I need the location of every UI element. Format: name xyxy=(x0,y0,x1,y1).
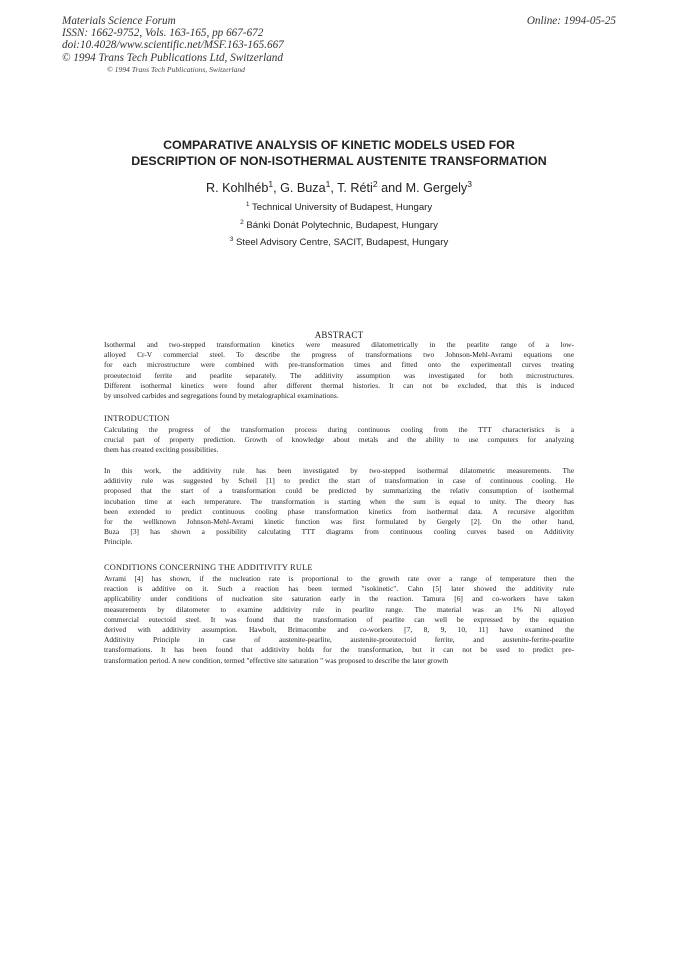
affiliation-mark: 1 xyxy=(245,200,250,208)
author-affil-mark: 1 xyxy=(268,178,274,189)
abstract-body xyxy=(104,340,574,401)
affiliation-mark: 2 xyxy=(240,218,244,226)
text-line: alloyed Cr-V commercial steel. To describe the progress of transformations two Johnson-Mehl-Avrami equations one xyxy=(104,350,574,360)
author-affil-mark: 3 xyxy=(467,178,472,189)
text-line: applicability under conditions of nucleation site saturation early in the reaction. Tamura [6] and co-workers have taken xyxy=(104,594,574,604)
author-separator: and xyxy=(377,181,406,195)
issn-line: ISSN: 1662-9752, Vols. 163-165, pp 667-672 xyxy=(62,27,264,40)
affiliation-mark: 3 xyxy=(229,235,234,243)
publisher-notice: © 1994 Trans Tech Publications, Switzerland xyxy=(107,65,245,74)
text-line: measurements by dilatometer to examine additivity rule in pearlite range. The material was an 1% Ni alloyed xyxy=(104,604,574,614)
journal-name: Materials Science Forum xyxy=(62,15,176,27)
text-line: In this work, the additivity rule has been investigated by two-stepped isothermal dilatometric measurements. The xyxy=(104,466,574,475)
text-line: commercial eutectoid steel. It was found that the transformation of pearlite can well be expressed by the equation xyxy=(104,614,574,624)
affiliation-3 xyxy=(60,237,618,248)
text-line: Different isothermal kinetics were found after different thermal histories. It can not be excluded, that this is induced xyxy=(104,380,574,390)
text-line: Avrami [4] has shown, if the nucleation rate is proportional to the growth rate over a range of temperature then the xyxy=(104,574,574,583)
text-line: Calculating the progress of the transformation process during continuous cooling from the TTT characteristics is a xyxy=(104,425,574,434)
author-affil-mark: 2 xyxy=(372,178,378,189)
author-list xyxy=(60,178,618,195)
author-name: G. Buza xyxy=(280,181,326,195)
author-name: T. Réti xyxy=(337,181,373,195)
text-line: for the wellknown Johnson-Mehl-Avrami kinetic function was first formulated by Gergely [2]. On the other hand, xyxy=(104,516,574,526)
text-line: Principle. xyxy=(104,537,133,547)
text-line: been extended to predict continuous cooling phase transformation kinetics from isothermal data. A recursive algorithm xyxy=(104,506,574,516)
text-line: derived with additivity assumption. Hawbolt, Brimacombe and co-workers [7, 8, 9, 10, 11] have examined the xyxy=(104,624,574,634)
author-separator: , xyxy=(330,181,338,195)
text-line: incubation time at each temperature. The transformation is starting when the sum is equal to unity. The theory has xyxy=(104,496,574,506)
author-affil-mark: 1 xyxy=(325,178,331,189)
text-line: proeutectoid ferrite and pearlite separately. The additivity assumption was investigated for both microstructures. xyxy=(104,370,574,380)
title-line-2: DESCRIPTION OF NON-ISOTHERMAL AUSTENITE TRANSFORMATION xyxy=(131,153,547,168)
affiliation-2 xyxy=(60,220,618,231)
doi-link[interactable]: doi:10.4028/www.scientific.net/MSF.163-165.667 xyxy=(62,39,284,52)
text-line: transformation period. A new condition, termed "effective site saturation " was proposed to describe the later growth xyxy=(104,655,449,665)
text-line: proposed that the start of a transformation could be predicted by summarizing the relativ consumption of isothermal xyxy=(104,486,574,496)
copyright-line: © 1994 Trans Tech Publications Ltd, Switzerland xyxy=(62,51,283,64)
text-line: by unsolved carbides and segregations found by metalographical examinations. xyxy=(104,390,339,400)
online-date: Online: 1994-05-25 xyxy=(526,15,616,27)
author-separator: , xyxy=(273,181,281,195)
publication-meta xyxy=(62,15,284,64)
paper-title xyxy=(60,138,618,169)
text-line: Isothermal and two-stepped transformation kinetics were measured dilatometrically in the pearlite range of a low- xyxy=(104,340,574,349)
introduction-heading: INTRODUCTION xyxy=(104,414,170,423)
conditions-body xyxy=(104,574,574,666)
text-line: them has created exciting possibilities. xyxy=(104,445,219,455)
title-line-1: COMPARATIVE ANALYSIS OF KINETIC MODELS USED FOR xyxy=(163,138,515,152)
text-line: Buza [3] has shown a possibility calculating TTT diagrams from continuous cooling curves based on Additivity xyxy=(104,527,574,537)
text-line: Additivity Principle in case of austenite-pearlite, austenite-proeutectoid ferrite, and austenite-ferrite-pearlite xyxy=(104,635,574,645)
introduction-para-1 xyxy=(104,425,574,456)
text-line: reaction is additive on it. Such a reaction has been termed "isokinetic". Cahn [5] later showed the additivity rule xyxy=(104,584,574,594)
author-name: R. Kohlhéb xyxy=(206,181,269,195)
affiliation-text: Bánki Donát Polytechnic, Budapest, Hungary xyxy=(246,220,438,231)
abstract-heading: ABSTRACT xyxy=(314,330,364,340)
conditions-heading: CONDITIONS CONCERNING THE ADDITIVITY RULE xyxy=(104,563,313,572)
text-line: crucial part of property prediction. Growth of knowledge about metals and the ability to use computers for analyzing xyxy=(104,435,574,445)
affiliation-text: Steel Advisory Centre, SACIT, Budapest, Hungary xyxy=(236,237,449,248)
affiliation-1 xyxy=(60,202,618,213)
author-name: M. Gergely xyxy=(405,181,468,195)
introduction-para-2 xyxy=(104,466,574,548)
text-line: for each microstructure were combined with pre-transformation times and fitted onto the experimentall curves treating xyxy=(104,360,574,370)
text-line: transformations. It has been found that additivity holds for the transformation, but it can not be used to predict pre- xyxy=(104,645,574,655)
affiliation-text: Technical University of Budapest, Hungary xyxy=(251,202,433,213)
text-line: additivity rule was suggested by Scheil [1] to predict the start of transformation in case of continuous cooling. He xyxy=(104,476,574,486)
